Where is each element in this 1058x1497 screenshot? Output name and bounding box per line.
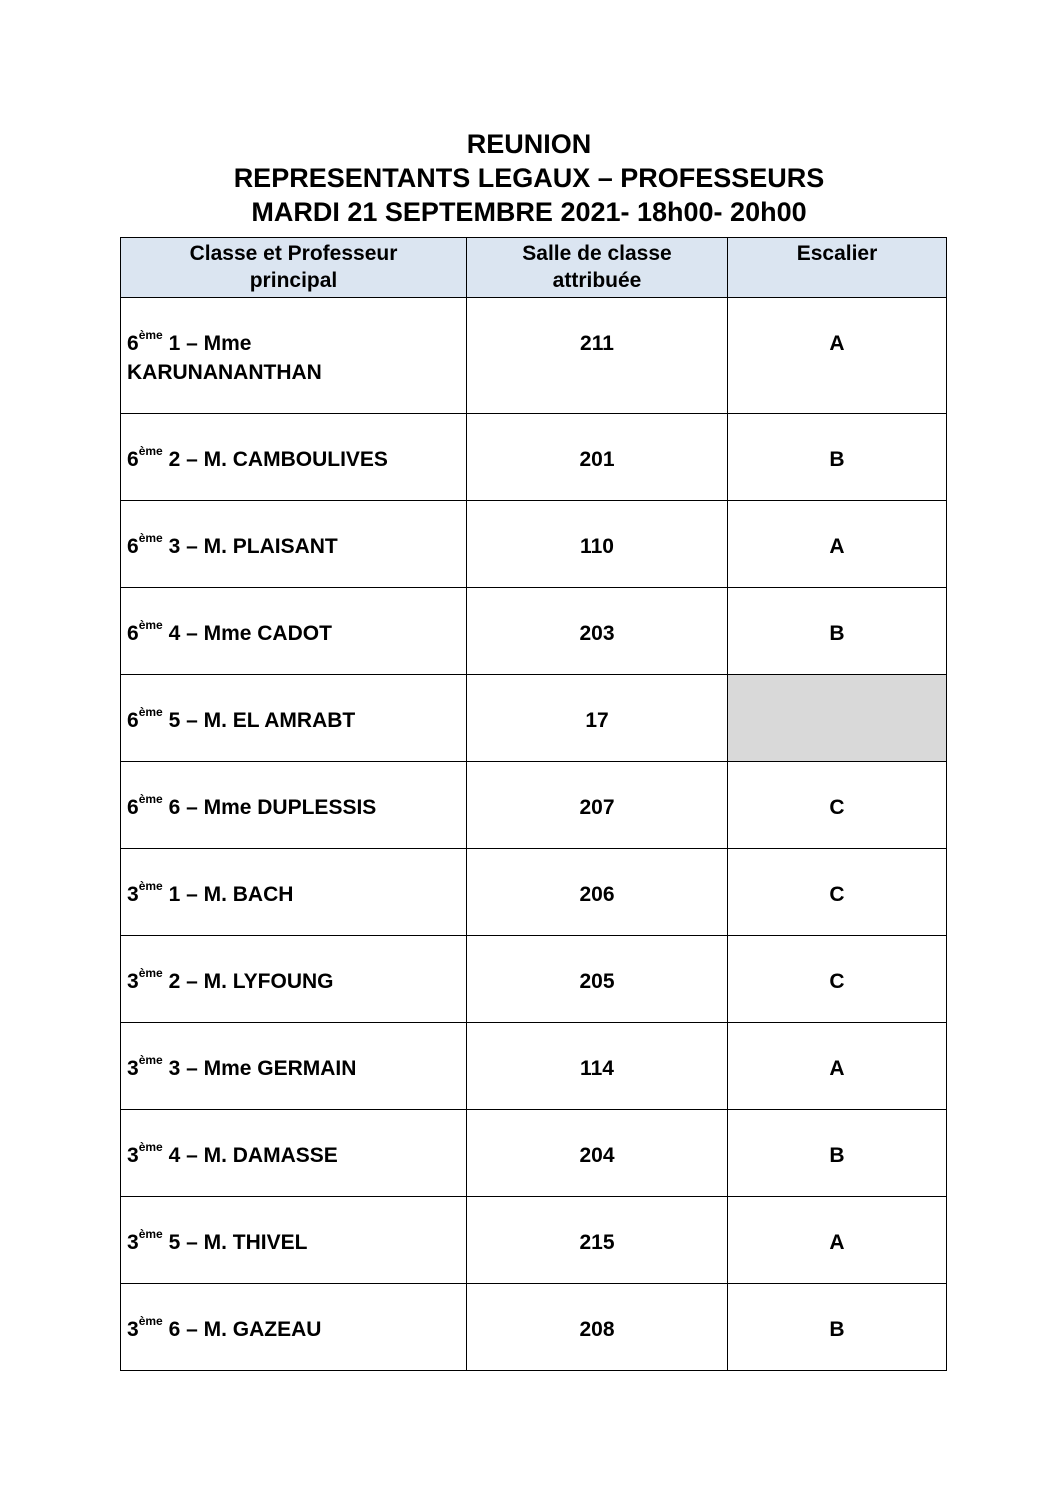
stair-cell (728, 1197, 947, 1284)
room-number: 206 (579, 883, 615, 906)
class-level: 3 (127, 883, 139, 906)
stair-letter: A (829, 332, 845, 355)
class-level: 3 (127, 1231, 139, 1254)
room-number: 205 (579, 970, 615, 993)
stair-letter: A (829, 535, 845, 558)
table-row (121, 675, 947, 762)
room-number: 204 (579, 1144, 615, 1167)
table-row (121, 414, 947, 501)
stair-letter: B (829, 1144, 845, 1167)
class-level: 3 (127, 1318, 139, 1341)
class-teacher: 5 – M. EL AMRABT (168, 709, 356, 732)
class-level: 6 (127, 448, 139, 471)
stair-letter (728, 675, 946, 706)
class-ordinal: ème (138, 1314, 163, 1328)
class-level: 6 (127, 622, 139, 645)
room-cell (467, 1110, 728, 1197)
room-number: 211 (580, 332, 614, 355)
stair-cell (728, 414, 947, 501)
stair-cell (728, 1110, 947, 1197)
room-cell (467, 936, 728, 1023)
stair-cell (728, 298, 947, 414)
class-teacher: 2 – M. CAMBOULIVES (168, 448, 388, 471)
class-ordinal: ème (138, 879, 163, 893)
room-cell (467, 1197, 728, 1284)
room-cell (467, 675, 728, 762)
stair-letter: A (829, 1057, 845, 1080)
stair-cell (728, 588, 947, 675)
class-level: 6 (127, 709, 139, 732)
class-teacher: 6 – M. GAZEAU (168, 1318, 322, 1341)
class-teacher: 3 – M. PLAISANT (168, 535, 338, 558)
class-teacher: 2 – M. LYFOUNG (168, 970, 334, 993)
room-cell (467, 849, 728, 936)
class-level: 6 (127, 535, 139, 558)
header-room (467, 238, 728, 298)
title-line-reunion: REUNION (466, 129, 592, 159)
class-teacher: 6 – Mme DUPLESSIS (168, 796, 377, 819)
stair-letter: B (829, 448, 845, 471)
stair-letter: C (829, 796, 845, 819)
class-ordinal: ème (138, 1053, 163, 1067)
class-teacher-cell (121, 298, 467, 414)
document-title (0, 127, 1058, 229)
class-level: 6 (127, 332, 139, 355)
room-number: 201 (579, 448, 615, 471)
class-teacher: 1 – M. BACH (168, 883, 294, 906)
class-teacher-cell (121, 501, 467, 588)
meeting-schedule-table (120, 237, 947, 1371)
class-teacher-cell (121, 936, 467, 1023)
class-level: 6 (127, 796, 139, 819)
stair-cell-empty (728, 675, 947, 762)
table-row (121, 1197, 947, 1284)
header-stair (728, 238, 947, 298)
class-ordinal: ème (138, 328, 163, 342)
class-level: 3 (127, 970, 139, 993)
class-teacher-continued: KARUNANANTHAN (127, 361, 322, 384)
class-teacher: 4 – M. DAMASSE (168, 1144, 338, 1167)
class-level: 3 (127, 1057, 139, 1080)
table-row (121, 588, 947, 675)
table-row (121, 1110, 947, 1197)
class-teacher-cell (121, 1197, 467, 1284)
title-line-subject: REPRESENTANTS LEGAUX – PROFESSEURS (233, 163, 825, 193)
table-row (121, 936, 947, 1023)
class-ordinal: ème (138, 1140, 163, 1154)
header-class-teacher (121, 238, 467, 298)
room-number: 203 (579, 622, 615, 645)
table-row (121, 1023, 947, 1110)
table-row (121, 849, 947, 936)
room-number: 208 (579, 1318, 615, 1341)
class-teacher: 5 – M. THIVEL (168, 1231, 308, 1254)
room-cell (467, 414, 728, 501)
class-teacher-cell (121, 1284, 467, 1371)
stair-cell (728, 849, 947, 936)
header-class-line1: Classe et Professeur (189, 242, 398, 265)
room-number: 114 (580, 1057, 614, 1080)
class-teacher-cell (121, 1110, 467, 1197)
class-teacher: 4 – Mme CADOT (168, 622, 332, 645)
room-number: 17 (585, 709, 609, 732)
class-teacher-cell (121, 849, 467, 936)
class-ordinal: ème (138, 1227, 163, 1241)
class-ordinal: ème (138, 444, 163, 458)
stair-cell (728, 1284, 947, 1371)
room-cell (467, 501, 728, 588)
room-number: 215 (579, 1231, 615, 1254)
room-cell (467, 298, 728, 414)
class-ordinal: ème (138, 792, 163, 806)
table-row (121, 501, 947, 588)
table-row (121, 1284, 947, 1371)
room-cell (467, 588, 728, 675)
class-teacher-cell (121, 675, 467, 762)
table-row (121, 298, 947, 414)
class-teacher-cell (121, 1023, 467, 1110)
room-cell (467, 762, 728, 849)
stair-letter: A (829, 1231, 845, 1254)
table-header-row (121, 238, 947, 298)
stair-letter: C (829, 883, 845, 906)
class-ordinal: ème (138, 705, 163, 719)
class-teacher: 1 – Mme (168, 332, 252, 355)
class-teacher: 3 – Mme GERMAIN (168, 1057, 357, 1080)
stair-cell (728, 762, 947, 849)
room-cell (467, 1023, 728, 1110)
class-teacher-cell (121, 762, 467, 849)
room-number: 110 (580, 535, 614, 558)
stair-letter: C (829, 970, 845, 993)
room-number: 207 (579, 796, 615, 819)
class-ordinal: ème (138, 618, 163, 632)
class-teacher-cell (121, 414, 467, 501)
class-level: 3 (127, 1144, 139, 1167)
header-class-line2: principal (249, 269, 338, 292)
stair-cell (728, 936, 947, 1023)
title-line-date: MARDI 21 SEPTEMBRE 2021- 18h00- 20h00 (251, 197, 807, 227)
stair-letter: B (829, 1318, 845, 1341)
class-ordinal: ème (138, 531, 163, 545)
class-teacher-cell (121, 588, 467, 675)
room-cell (467, 1284, 728, 1371)
stair-cell (728, 1023, 947, 1110)
stair-cell (728, 501, 947, 588)
header-room-line2: attribuée (552, 269, 642, 292)
stair-letter: B (829, 622, 845, 645)
class-ordinal: ème (138, 966, 163, 980)
header-stair-label: Escalier (796, 242, 878, 265)
header-room-line1: Salle de classe (522, 242, 672, 265)
table-row (121, 762, 947, 849)
